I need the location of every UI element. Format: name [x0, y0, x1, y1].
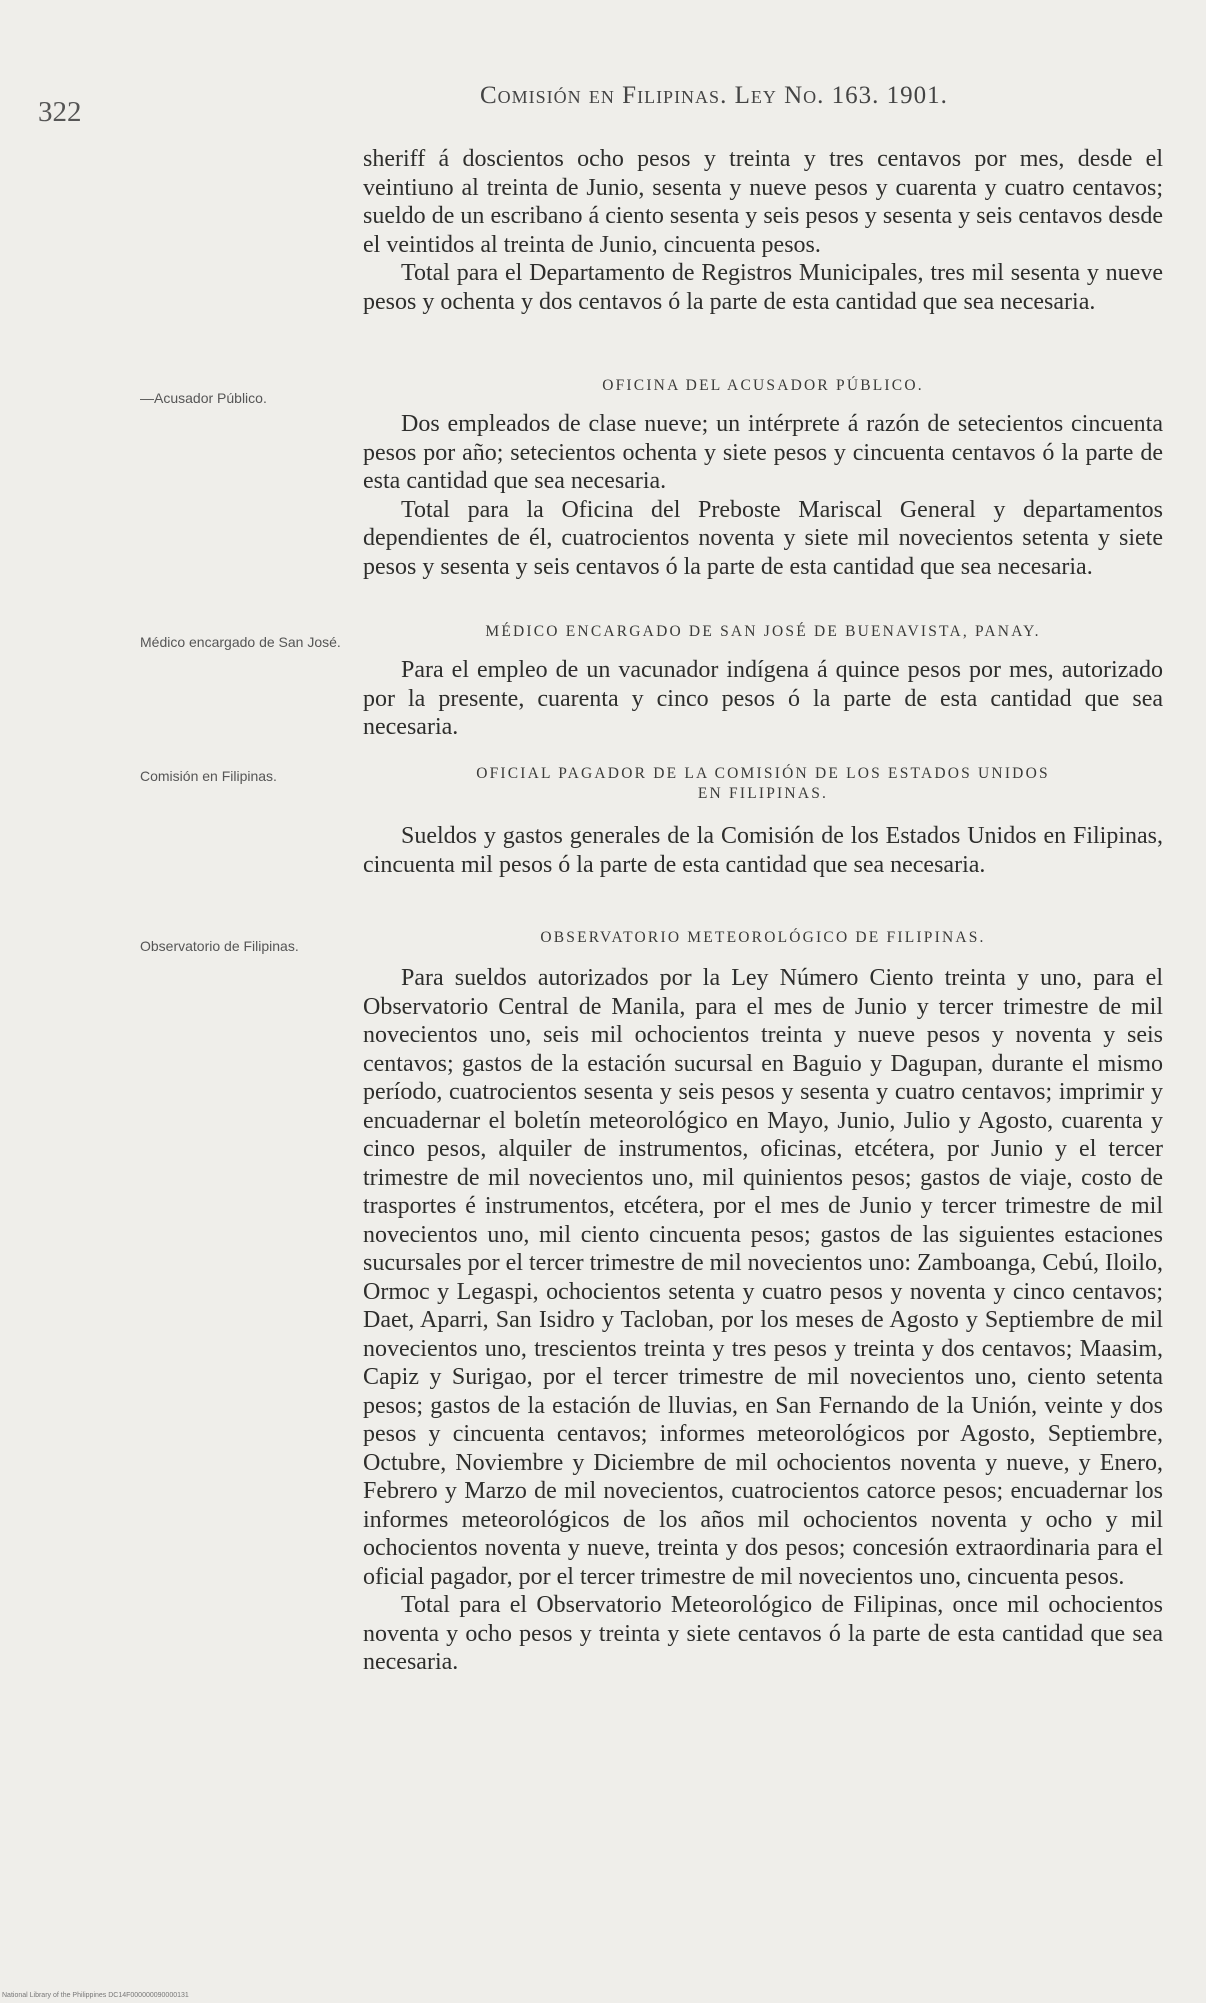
- intro-section: [363, 145, 1163, 316]
- running-head: Comisión en Filipinas. Ley No. 163. 1901.: [480, 82, 948, 109]
- acusador-section: [363, 376, 1163, 581]
- margin-note-medico: Médico encargado de San José.: [140, 634, 341, 650]
- observatorio-section: [363, 928, 1163, 1677]
- comision-section: [363, 764, 1163, 879]
- page-number: 322: [38, 96, 82, 128]
- acusador-paragraph: Dos empleados de clase nueve; un intérprete á razón de setecientos cincuenta pesos por año; setecientos ochenta y siete pesos y cincuenta centavos ó la parte de esta cantidad que sea necesaria.: [363, 411, 1163, 494]
- observatorio-paragraph: Para sueldos autorizados por la Ley Número Ciento treinta y uno, para el Observatorio Central de Manila, para el mes de Junio y tercer trimestre de mil novecientos uno, seis mil ochocientos treinta y nueve pesos y noventa y seis centavos; gastos de la estación sucursal en Baguio y Dagupan, durante el mismo período, cuatrocientos sesenta y seis pesos y sesenta y cuatro centavos; imprimir y encuadernar el boletín meteorológico en Mayo, Junio, Julio y Agosto, cuarenta y cinco pesos, alquiler de instrumentos, oficinas, etcétera, por Junio y el tercer trimestre de mil novecientos uno, mil quinientos pesos; gastos de viaje, costo de trasportes é instrumentos, etcétera, por el mes de Junio y tercer trimestre de mil novecientos uno, mil ciento cincuenta pesos; gastos de las siguientes estaciones sucursales por el tercer trimestre de mil novecientos uno: Zamboanga, Cebú, Iloilo, Ormoc y Legaspi, ochocientos setenta y cuatro pesos y noventa y cinco centavos; Daet, Aparri, San Isidro y Tacloban, por los meses de Agosto y Septiembre de mil novecientos uno, trescientos treinta y tres pesos y treinta y dos centavos; Maasim, Capiz y Surigao, por el tercer trimestre de mil novecientos uno, ciento setenta pesos; gastos de la estación de lluvias, en San Fernando de la Unión, veinte y dos pesos y cincuenta centavos; informes meteorológicos por Agosto, Septiembre, Octubre, Noviembre y Diciembre de mil ochocientos noventa y nueve, y Enero, Febrero y Marzo de mil novecientos, cuatrocientos catorce pesos; encuadernar los informes meteorológicos de los años mil ochocientos noventa y ocho y mil ochocientos noventa y nueve, treinta y dos pesos; concesión extraordinaria para el oficial pagador, por el tercer trimestre de mil novecientos uno, cincuenta pesos.: [363, 965, 1163, 1590]
- margin-note-observatorio: Observatorio de Filipinas.: [140, 938, 299, 954]
- observatorio-heading: OBSERVATORIO METEOROLÓGICO DE FILIPINAS.: [540, 929, 986, 946]
- acusador-total-paragraph: Total para la Oficina del Preboste Mariscal General y departamentos dependientes de él, cuatrocientos noventa y siete mil novecientos setenta y siete pesos y sesenta y seis centavos ó la parte de esta cantidad que sea necesaria.: [363, 496, 1163, 580]
- medico-paragraph: Para el empleo de un vacunador indígena á quince pesos por mes, autorizado por la presente, cuarenta y cinco pesos ó la parte de esta cantidad que sea necesaria.: [363, 657, 1163, 740]
- observatorio-total-paragraph: Total para el Observatorio Meteorológico de Filipinas, once mil ochocientos noventa y ocho pesos y treinta y siete centavos ó la parte de esta cantidad que sea necesaria.: [363, 1592, 1163, 1675]
- medico-heading: MÉDICO ENCARGADO DE SAN JOSÉ DE BUENAVISTA, PANAY.: [485, 623, 1041, 640]
- medico-section: [363, 622, 1163, 742]
- intro-total-paragraph: Total para el Departamento de Registros Municipales, tres mil sesenta y nueve pesos y ochenta y dos centavos ó la parte de esta cantidad que sea necesaria.: [363, 260, 1163, 315]
- comision-heading-line2: EN FILIPINAS.: [697, 785, 829, 802]
- margin-note-comision: Comisión en Filipinas.: [140, 768, 277, 784]
- comision-heading-line1: OFICIAL PAGADOR DE LA COMISIÓN DE LOS ESTADOS UNIDOS: [476, 765, 1050, 782]
- margin-note-acusador: —Acusador Público.: [140, 390, 267, 406]
- intro-paragraph: sheriff á doscientos ocho pesos y treinta y tres centavos por mes, desde el veintiuno al treinta de Junio, sesenta y nueve pesos y cuarenta y cuatro centavos; sueldo de un escribano á ciento sesenta y seis pesos y sesenta y seis centavos desde el veintidos al treinta de Junio, cincuenta pesos.: [363, 146, 1163, 258]
- footer-credit: National Library of the Philippines DC14F000000090000131: [2, 1992, 189, 1999]
- acusador-heading: OFICINA DEL ACUSADOR PÚBLICO.: [602, 377, 924, 394]
- comision-paragraph: Sueldos y gastos generales de la Comisión de los Estados Unidos en Filipinas, cincuenta mil pesos ó la parte de esta cantidad que sea necesaria.: [363, 823, 1163, 878]
